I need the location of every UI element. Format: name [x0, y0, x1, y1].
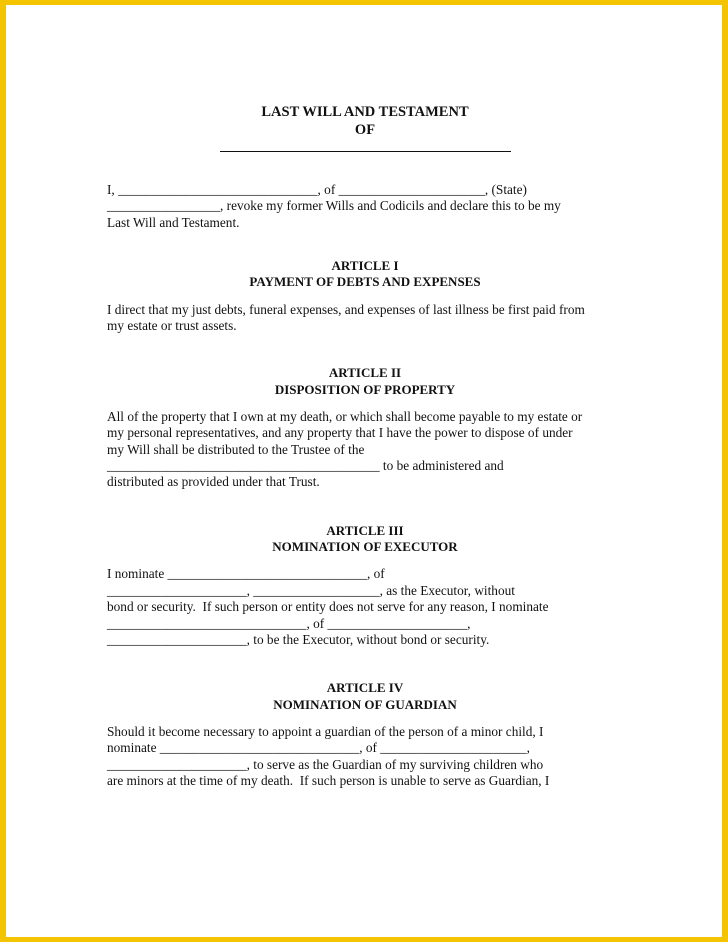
- testator-name-blank: [220, 151, 511, 152]
- article-4-heading: [107, 680, 623, 712]
- article-3-line: bond or security. If such person or entity does not serve for any reason, I nominate: [107, 599, 549, 615]
- document-page: [6, 5, 722, 937]
- article-3-line: ______________________________, of _____________________,: [107, 615, 471, 631]
- intro-line: Last Will and Testament.: [107, 214, 240, 230]
- article-2-line: _________________________________________ to be administered and: [107, 458, 504, 474]
- article-4-line: nominate ______________________________, of ______________________,: [107, 740, 530, 756]
- document-content: [107, 103, 623, 789]
- article-2-number: ARTICLE II: [328, 365, 402, 381]
- article-1-body: [107, 302, 623, 335]
- intro-line: I, ______________________________, of ______________________, (State): [107, 182, 527, 197]
- article-2-title: DISPOSITION OF PROPERTY: [274, 381, 456, 397]
- article-4-line: _____________________, to serve as the Guardian of my surviving children who: [107, 756, 544, 772]
- article-2-line: my personal representatives, and any property that I have the power to dispose of under: [107, 425, 573, 441]
- intro-paragraph: [107, 182, 623, 231]
- article-4-number: ARTICLE IV: [326, 680, 404, 696]
- article-3-heading: [107, 523, 623, 555]
- article-1-line: my estate or trust assets.: [107, 318, 237, 334]
- article-2-body: [107, 409, 623, 491]
- article-4-line: Should it become necessary to appoint a guardian of the person of a minor child, I: [107, 723, 544, 739]
- article-1-line: I direct that my just debts, funeral expenses, and expenses of last illness be first paid from: [107, 301, 585, 317]
- article-2-line: my Will shall be distributed to the Trustee of the: [107, 441, 365, 457]
- article-3-body: [107, 566, 623, 648]
- article-2-line: All of the property that I own at my death, or which shall become payable to my estate or: [107, 408, 583, 424]
- article-4-title: NOMINATION OF GUARDIAN: [273, 696, 457, 712]
- article-3-line: I nominate ______________________________, of: [107, 566, 385, 582]
- article-3-line: _____________________, to be the Executor, without bond or security.: [107, 631, 490, 647]
- title-line-1: LAST WILL AND TESTAMENT: [261, 104, 469, 120]
- article-1-title: PAYMENT OF DEBTS AND EXPENSES: [249, 274, 481, 290]
- article-1-heading: [107, 258, 623, 290]
- intro-line: _________________, revoke my former Wills and Codicils and declare this to be my: [107, 198, 561, 214]
- article-4-body: [107, 724, 623, 790]
- article-3-title: NOMINATION OF EXECUTOR: [272, 539, 458, 555]
- article-3-line: _____________________, ___________________, as the Executor, without: [107, 582, 515, 598]
- title-line-2: OF: [354, 122, 376, 138]
- article-4-line: are minors at the time of my death. If such person is unable to serve as Guardian, I: [107, 772, 550, 788]
- article-2-heading: [107, 365, 623, 397]
- article-3-number: ARTICLE III: [326, 522, 404, 538]
- article-2-line: distributed as provided under that Trust.: [107, 474, 320, 490]
- article-1-number: ARTICLE I: [331, 258, 399, 274]
- document-title: [107, 103, 623, 139]
